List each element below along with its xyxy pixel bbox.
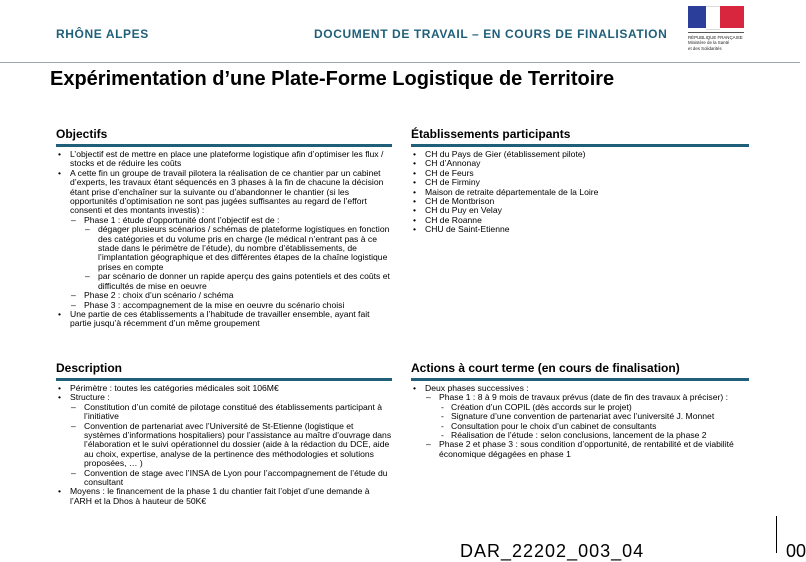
list-item [56, 150, 392, 169]
list-item: • Maison de retraite départementale de la Loire [411, 188, 749, 197]
logo-text-line: RÉPUBLIQUE FRANÇAISE [688, 35, 743, 40]
sub-list-item: – Convention de stage avec l’INSA de Lyon pour l’accompagnement de l’étude du consultant [70, 469, 392, 488]
list-item [56, 310, 392, 329]
document-reference: DAR_22202_003_04 [460, 541, 645, 561]
page-number: 00 [786, 541, 806, 561]
section-title-description: Description [56, 361, 392, 381]
sub-sub-list-item: - Création d’un COPIL (dès accords sur le projet) [439, 403, 749, 412]
sub-list-item: – Constitution d’un comité de pilotage constitué des établissements participant à l’initiative [70, 403, 392, 422]
list-item: • CH du Pays de Gier (établissement pilote) [411, 150, 749, 159]
list-item [56, 487, 392, 506]
list-item: • CH du Puy en Velay [411, 206, 749, 215]
sub-list-item [70, 216, 392, 291]
section-actions [411, 361, 749, 459]
page-title: Expérimentation d’une Plate-Forme Logistique de Territoire [50, 68, 615, 90]
sub-sub-list-item: - Réalisation de l’étude : selon conclusions, lancement de la phase 2 [439, 431, 749, 440]
sub-sub-list [439, 403, 749, 441]
ministry-logo [686, 6, 746, 58]
sub-sub-list-item: - Consultation pour le choix d’un cabinet de consultants [439, 422, 749, 431]
sub-list [70, 216, 392, 310]
page-header [0, 0, 800, 62]
sub-list-item [425, 393, 749, 440]
flag-icon [688, 6, 744, 28]
logo-divider [688, 32, 744, 33]
sub-list [70, 403, 392, 488]
sub-sub-list [84, 225, 392, 291]
logo-text-line: Ministère de la Santé [688, 40, 730, 46]
section-body-actions [411, 384, 749, 459]
list-item-text: par scénario de donner un rapide aperçu des gains potentiels et des coûts et difficultés de mise en oeuvre [98, 271, 390, 291]
list-item [56, 169, 392, 310]
sub-sub-list-item [84, 272, 392, 291]
list-item: • CH de Firminy [411, 178, 749, 187]
sub-list-item: – Convention de partenariat avec l’Université de St-Etienne (logistique et systèmes d’informations hospitaliers) pour l’assistance au maître d’ouvrage dans l’élaboration et le suivi opérationnel du dossier (aide à la rédaction du DCE, aide au choix, expertise, analyse de la pertinence des méthodologies et solutions proposées, … ) [70, 422, 392, 469]
region-label: RHÔNE ALPES [56, 27, 149, 41]
sub-list-item [425, 440, 749, 459]
section-title-etablissements: Établissements participants [411, 127, 749, 147]
document-status-label: DOCUMENT DE TRAVAIL – EN COURS DE FINALISATION [314, 27, 668, 41]
list-item-text: Moyens : le financement de la phase 1 du chantier fait l’objet d’une demande à l’ARH et la Dhos à hauteur de 50K€ [70, 486, 370, 506]
logo-text-line: et des Solidarités [688, 45, 722, 51]
list-item-text: Phase 1 : 8 à 9 mois de travaux prévus (date de fin des travaux à préciser) : [439, 392, 728, 403]
section-title-actions: Actions à court terme (en cours de finalisation) [411, 361, 749, 381]
objectifs-list [56, 150, 392, 329]
actions-list [411, 384, 749, 459]
list-item-text: Deux phases successives : [425, 383, 529, 393]
section-description [56, 361, 392, 506]
list-item [56, 393, 392, 487]
list-item: • CH de Montbrison [411, 197, 749, 206]
list-item: • CH de Roanne [411, 216, 749, 225]
section-title-objectifs: Objectifs [56, 127, 392, 147]
list-item-text: Phase 3 : accompagnement de la mise en oeuvre du scénario choisi [84, 299, 345, 310]
list-item: • CH de Feurs [411, 169, 749, 178]
footer-divider [776, 516, 777, 553]
section-objectifs [56, 127, 392, 329]
sub-sub-list-item [84, 225, 392, 272]
list-item-text: dégager plusieurs scénarios / schémas de plateforme logistiques en fonction des catégories et du volume pris en charge (le médical n’entrant pas à ce stade dans le périmètre de l’étude), du nombre d’établissements, de l’implantation géographique et des différentes étapes de la chaîne logistique prises en compte [98, 224, 390, 272]
list-item-text: Phase 2 et phase 3 : sous condition d’opportunité, de rentabilité et de viabilité économique dégagées en phase 1 [439, 439, 734, 459]
list-item: • CH d’Annonay [411, 159, 749, 168]
list-item [411, 384, 749, 459]
list-item-text: Périmètre : toutes les catégories médicales soit 106M€ [70, 383, 279, 393]
section-body-etablissements [411, 150, 749, 235]
list-item-text: A cette fin un groupe de travail pilotera la réalisation de ce chantier par un cabinet d’experts, les travaux étant séquencés en 3 phases à la fin de chacune la décision étant prise d’enchaîner sur la suivante ou d’abandonner le chantier (si les opportunités d’optimisation ne sont pas jugées suffisantes au regard de l’effort consenti et des montants investis) : [70, 167, 384, 216]
etablissements-list [411, 150, 749, 235]
description-list [56, 384, 392, 506]
list-item-text: Phase 2 : choix d’un scénario / schéma [84, 290, 234, 301]
section-etablissements [411, 127, 749, 235]
list-item-text: Structure : [70, 392, 110, 403]
list-item-text: L’objectif est de mettre en place une plateforme logistique afin d’optimiser les flux / stocks et de réduire les coûts [70, 149, 384, 169]
section-body-objectifs [56, 150, 392, 329]
sub-sub-list-item: - Signature d’une convention de partenariat avec l’université J. Monnet [439, 412, 749, 421]
list-item: • CHU de Saint-Etienne [411, 225, 749, 234]
section-body-description [56, 384, 392, 506]
list-item-text: Une partie de ces établissements a l’habitude de travailler ensemble, ayant fait partie jusqu’à récemment d’un même groupement [70, 308, 370, 329]
list-item-text: Phase 1 : étude d’opportunité dont l’objectif est de : [84, 214, 280, 225]
logo-text [688, 35, 746, 51]
header-divider [0, 62, 800, 63]
sub-list [425, 393, 749, 459]
